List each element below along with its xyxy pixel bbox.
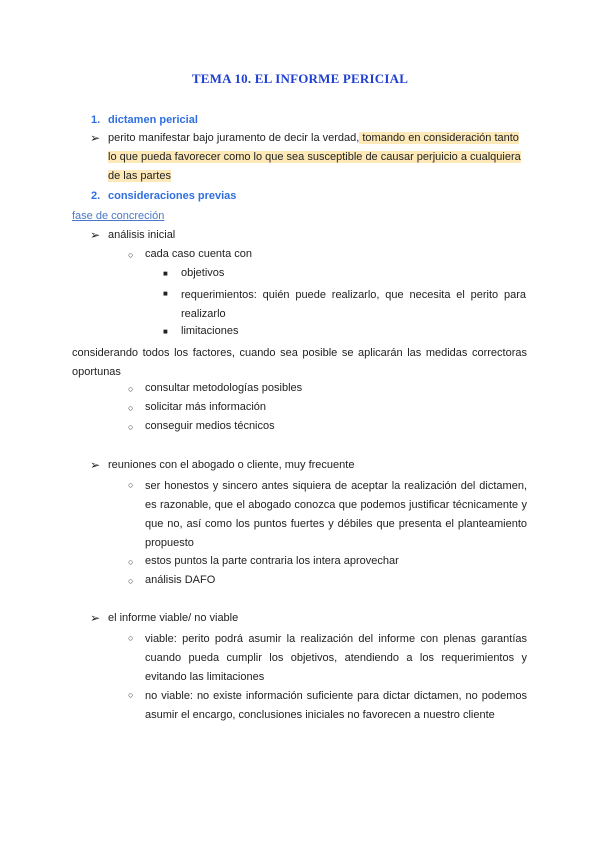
s1-highlight-3: de las partes bbox=[108, 170, 171, 182]
square-bullet-icon: ■ bbox=[163, 289, 168, 298]
circle-bullet-icon: ○ bbox=[128, 690, 134, 700]
viable-label: el informe viable/ no viable bbox=[108, 612, 239, 624]
reuniones-label: reuniones con el abogado o cliente, muy frecuente bbox=[108, 459, 355, 471]
arrow-bullet-icon: ➢ bbox=[90, 228, 101, 242]
viable-item-no-viable: no viable: no existe información suficiente para dictar dictamen, no podemos asumir el encargo, conclusiones iniciales no favorecen a nuestro cliente bbox=[145, 690, 527, 721]
s1-bullet-plain: perito manifestar bajo juramento de decir la verdad bbox=[108, 132, 357, 144]
medida-item: solicitar más información bbox=[145, 401, 267, 413]
square-bullet-icon: ■ bbox=[163, 327, 168, 336]
viable-item-viable: viable: perito podrá asumir la realización del informe con plenas garantías cuando pueda cumplir los objetivos, atendiendo a los requerimientos y evitando las limitaciones bbox=[145, 633, 527, 683]
analisis-label: análisis inicial bbox=[108, 229, 176, 241]
analisis-item-limitaciones: limitaciones bbox=[181, 325, 239, 337]
section-heading-2: consideraciones previas bbox=[108, 190, 237, 202]
analisis-sub: cada caso cuenta con bbox=[145, 248, 253, 260]
s1-bullet-line-2 bbox=[108, 150, 521, 164]
arrow-bullet-icon: ➢ bbox=[90, 458, 101, 472]
circle-bullet-icon: ○ bbox=[128, 250, 134, 260]
reuniones-item-dafo: análisis DAFO bbox=[145, 574, 216, 586]
square-bullet-icon: ■ bbox=[163, 269, 168, 278]
s1-highlight-1: tomando en consideración tanto bbox=[359, 132, 519, 144]
section-number-2: 2. bbox=[91, 190, 101, 202]
s1-bullet-line-3 bbox=[108, 169, 171, 183]
medida-item: conseguir medios técnicos bbox=[145, 420, 275, 432]
reuniones-item-honestos: ser honestos y sincero antes siquiera de aceptar la realización del dictamen, es razonable, que el abogado conozca que podemos justificar técnicamente y que no, así como los puntos fuertes y débiles que presenta el planteamiento propuesto bbox=[145, 480, 527, 549]
analisis-item-objetivos: objetivos bbox=[181, 267, 225, 279]
circle-bullet-icon: ○ bbox=[128, 557, 134, 567]
arrow-bullet-icon: ➢ bbox=[90, 611, 101, 625]
circle-bullet-icon: ○ bbox=[128, 480, 134, 490]
circle-bullet-icon: ○ bbox=[128, 422, 134, 432]
circle-bullet-icon: ○ bbox=[128, 403, 134, 413]
arrow-bullet-icon: ➢ bbox=[90, 131, 101, 145]
medida-item: consultar metodologías posibles bbox=[145, 382, 303, 394]
reuniones-item-contraria: estos puntos la parte contraria los intera aprovechar bbox=[145, 555, 399, 567]
considerando-paragraph: considerando todos los factores, cuando sea posible se aplicarán las medidas correctoras oportunas bbox=[72, 347, 527, 378]
fase-concrecion-link[interactable]: fase de concreción bbox=[72, 210, 165, 222]
page-title: TEMA 10. EL INFORME PERICIAL bbox=[191, 71, 409, 86]
s1-bullet-comma: , bbox=[356, 132, 360, 144]
s1-highlight-2: lo que pueda favorecer como lo que sea susceptible de causar perjuicio a cualquiera bbox=[108, 151, 521, 163]
circle-bullet-icon: ○ bbox=[128, 633, 134, 643]
circle-bullet-icon: ○ bbox=[128, 384, 134, 394]
section-heading-1: dictamen pericial bbox=[108, 114, 198, 126]
section-number-1: 1. bbox=[91, 114, 101, 126]
analisis-item-requerimientos: requerimientos: quién puede realizarlo, que necesita el perito para realizarlo bbox=[181, 289, 526, 320]
circle-bullet-icon: ○ bbox=[128, 576, 134, 586]
s1-bullet-line-1 bbox=[108, 131, 519, 145]
